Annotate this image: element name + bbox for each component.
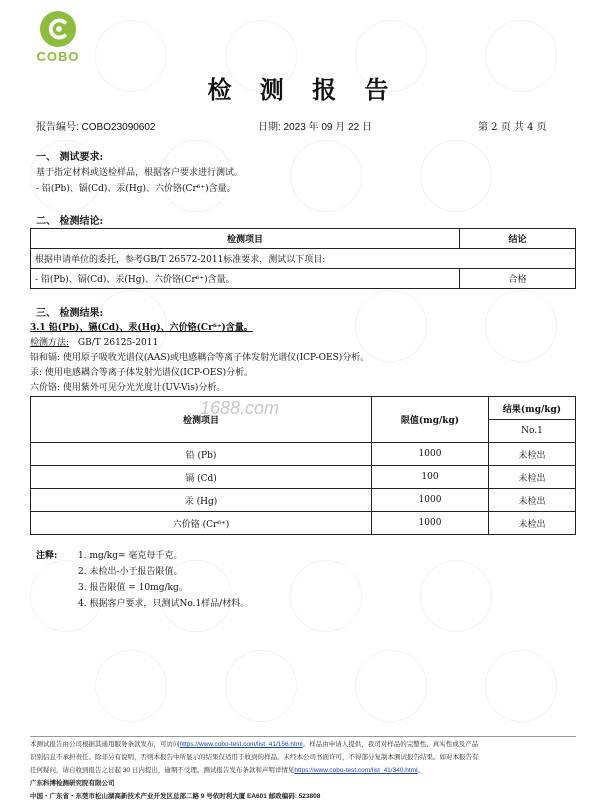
- section-1-heading: 一、 测试要求:: [36, 152, 104, 163]
- result-limit: 1000: [372, 512, 489, 535]
- conclusion-header-result: 结论: [460, 229, 576, 249]
- terms-link[interactable]: https://www.cobo-test.com/list_41/156.html: [179, 741, 303, 748]
- result-value: 未检出: [489, 512, 576, 535]
- statement-link[interactable]: https://www.cobo-test.com/list_41/340.html: [294, 767, 418, 774]
- result-item: 铅 (Pb): [31, 443, 372, 466]
- note-item: 2. 未检出-小于报告限值。: [78, 567, 183, 577]
- footer-line-1: [30, 738, 576, 751]
- note-item: 3. 报告限值 = 10mg/kg。: [78, 583, 188, 593]
- method-hg: 汞: 使用电感耦合等离子体发射光谱仪(ICP-OES)分析。: [30, 368, 254, 378]
- results-header-item: 检测项目: [31, 397, 372, 443]
- footer-divider: [30, 736, 576, 737]
- result-item: 汞 (Hg): [31, 489, 372, 512]
- conclusion-item: - 铅(Pb)、镉(Cd)、汞(Hg)、六价铬(Cr⁶⁺)含量。: [31, 269, 460, 289]
- page-number: 第 2 页 共 4 页: [478, 122, 547, 133]
- test-method: [30, 335, 158, 348]
- footer-text: 。: [417, 767, 425, 774]
- result-value: 未检出: [489, 443, 576, 466]
- cobo-logo-icon: [39, 10, 77, 48]
- method-cr: 六价铬: 使用紫外可见分光光度计(UV-Vis)分析。: [30, 383, 226, 393]
- footer-text: 任何疑问，请自收到报告之日起 30 日内提出，逾期不受理。测试报告发布条款和声明详情见: [30, 767, 295, 774]
- subsection-3-1: 3.1 铅(Pb)、镉(Cd)、汞(Hg)、六价铬(Cr⁶⁺)含量。: [30, 323, 253, 333]
- result-limit: 100: [372, 466, 489, 489]
- test-method-label: 检测方法:: [30, 338, 70, 348]
- result-limit: 1000: [372, 443, 489, 466]
- logo-text: COBO: [36, 49, 80, 64]
- conclusion-description: 根据申请单位的委托，参考GB/T 26572-2011标准要求，测试以下项目:: [31, 249, 576, 269]
- footer-company: 广东科博检测研究院有限公司: [30, 780, 115, 787]
- table-row: [31, 443, 576, 466]
- report-date: 日期: 2023 年 09 月 22 日: [258, 122, 372, 133]
- test-requirement-text: 基于指定材料或送检样品，根据客户要求进行测试。: [36, 168, 244, 178]
- table-row: [31, 512, 576, 535]
- conclusion-header-item: 检测项目: [31, 229, 460, 249]
- footer-line-2: 识别信息不承担责任。除非另有说明，否则本报告中所显示的结果仅适用于收到的样品。未经本公司书面许可，不得部分复制本测试报告结果。如对本报告有: [30, 754, 479, 761]
- table-row: [31, 489, 576, 512]
- footer: [30, 738, 576, 803]
- test-requirement-item: - 铅(Pb)、镉(Cd)、汞(Hg)、六价铬(Cr⁶⁺)含量。: [36, 184, 236, 194]
- result-item: 镉 (Cd): [31, 466, 372, 489]
- result-value: 未检出: [489, 466, 576, 489]
- result-value: 未检出: [489, 489, 576, 512]
- footer-text: 。样品由申请人提供，我司对样品的完整性、真实性或及产品: [302, 741, 479, 748]
- note-item: 4. 根据客户要求，只测试No.1样品/材料。: [78, 599, 250, 609]
- report-title: 检 测 报 告: [207, 75, 399, 104]
- notes-label: 注释:: [36, 551, 58, 561]
- footer-address: 中国・广东省・东莞市松山湖高新技术产业开发区总部二路 9 号依时利大厦 EA601 邮政编码: 523808: [30, 793, 321, 800]
- table-row: [31, 466, 576, 489]
- result-item: 六价铬 (Cr⁶⁺): [31, 512, 372, 535]
- report-number: 报告编号: COBO23090602: [36, 122, 156, 133]
- results-header-limit: 限值(mg/kg): [372, 397, 489, 443]
- conclusion-result: 合格: [460, 269, 576, 289]
- results-header-sample-no: No.1: [489, 420, 576, 443]
- section-3-heading: 三、 检测结果:: [36, 308, 104, 319]
- test-method-value: GB/T 26125-2011: [77, 338, 159, 348]
- footer-line-3: [30, 764, 576, 777]
- method-pb-cd: 铅和镉: 使用原子吸收光谱仪(AAS)或电感耦合等离子体发射光谱仪(ICP-OES)分析。: [30, 353, 370, 363]
- watermark-text: 1688.com: [200, 398, 280, 418]
- results-table: [30, 396, 576, 535]
- company-logo: [28, 10, 88, 64]
- result-limit: 1000: [372, 489, 489, 512]
- section-2-heading: 二、 检测结论:: [36, 216, 104, 227]
- results-header-result: 结果(mg/kg): [489, 397, 576, 420]
- conclusion-table: [30, 228, 576, 289]
- note-item: 1. mg/kg= 毫克每千克。: [78, 551, 183, 561]
- footer-text: 本测试报告由公司根据其通用服务条款发布，可访问: [30, 741, 180, 748]
